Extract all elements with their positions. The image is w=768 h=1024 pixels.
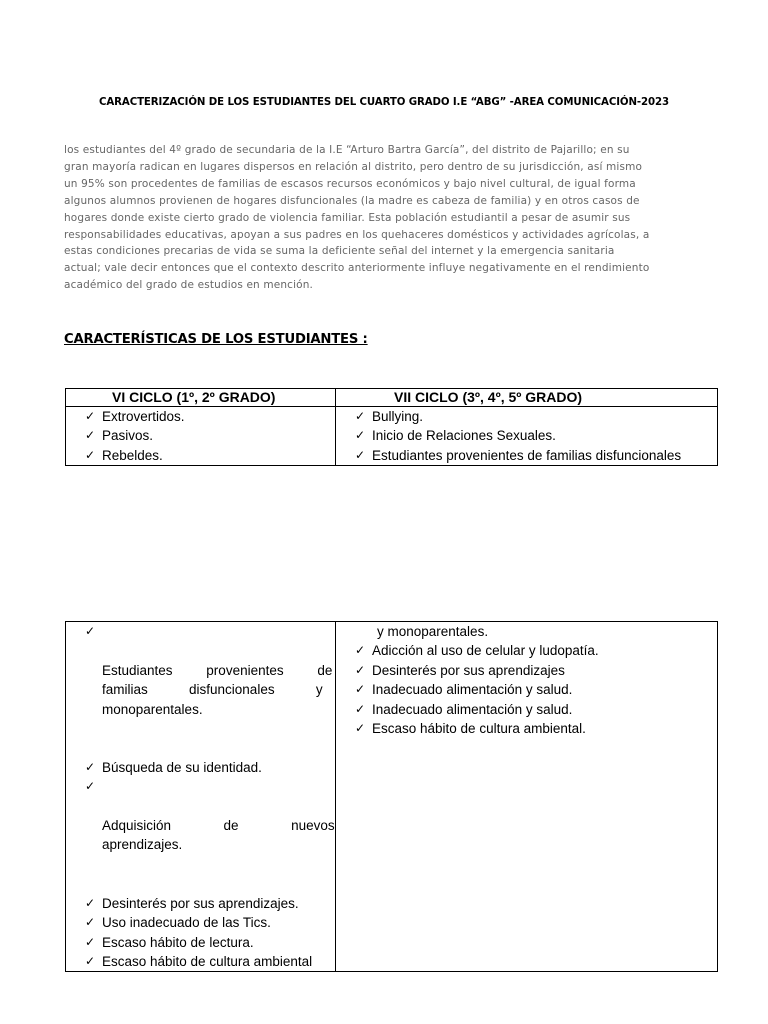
list-item-line: familias disfuncionales y — [102, 682, 323, 698]
check-icon: ✓ — [355, 447, 366, 462]
list-item — [66, 622, 335, 758]
list-item-text: Inadecuado alimentación y salud. — [372, 682, 573, 698]
vii-ciclo-list — [336, 641, 717, 738]
list-item-text: Desinterés por sus aprendizajes — [372, 662, 565, 678]
list-item — [66, 407, 335, 426]
list-item-line: aprendizajes. — [102, 837, 183, 853]
list-item-text: Inicio de Relaciones Sexuales. — [372, 428, 556, 444]
check-icon: ✓ — [355, 662, 366, 677]
vi-ciclo-list — [66, 622, 335, 971]
vii-ciclo-cell — [336, 622, 718, 972]
list-item — [336, 446, 717, 465]
list-item — [336, 661, 717, 680]
list-item — [66, 933, 335, 952]
table-row — [66, 407, 718, 466]
list-item-text: Adicción al uso de celular y ludopatía. — [372, 643, 599, 659]
check-icon: ✓ — [85, 779, 96, 794]
list-item-text: Pasivos. — [102, 428, 154, 444]
vi-ciclo-cell — [66, 407, 336, 466]
list-item-text: Bullying. — [372, 409, 424, 424]
intro-line: un 95% son procedentes de familias de escasos recursos económicos y bajo nivel cultural, de igual forma — [64, 177, 636, 190]
list-item — [336, 641, 717, 660]
list-item-text: Escaso hábito de lectura. — [102, 934, 254, 950]
list-item — [336, 426, 717, 445]
list-item-line: Estudiantes provenientes de — [102, 662, 333, 678]
list-item — [66, 758, 335, 777]
intro-line: hogares donde existe cierto grado de violencia familiar. Esta población estudiantil a pesar de asumir sus — [64, 211, 631, 224]
check-icon: ✓ — [85, 934, 96, 949]
check-icon: ✓ — [355, 701, 366, 716]
check-icon: ✓ — [85, 953, 96, 968]
column-header-vi-ciclo: VI CICLO (1º, 2º GRADO) — [66, 389, 336, 407]
section-heading: CARACTERÍSTICAS DE LOS ESTUDIANTES : — [64, 332, 368, 347]
table-header-row — [66, 389, 718, 407]
check-icon: ✓ — [355, 643, 366, 658]
list-item-line: Adquisición de nuevos — [102, 818, 335, 834]
intro-line: actual; vale decir entonces que el contexto descrito anteriormente influye negativamente en el rendimiento — [64, 262, 650, 275]
check-icon: ✓ — [355, 409, 366, 423]
intro-line: estas condiciones precarias de vida se suma la deficiente señal del internet y la emergencia sanitaria — [64, 245, 615, 258]
intro-line: los estudiantes del 4º grado de secundaria de la I.E “Arturo Bartra García”, del distrito de Pajarillo; en su — [64, 144, 630, 156]
check-icon: ✓ — [85, 915, 96, 930]
check-icon: ✓ — [85, 409, 96, 423]
check-icon: ✓ — [85, 447, 96, 462]
list-item — [66, 894, 335, 913]
intro-line: algunos alumnos provienen de hogares disfuncionales (la madre es cabeza de familia) y en otros casos de — [64, 194, 640, 207]
check-icon: ✓ — [85, 428, 96, 443]
check-icon: ✓ — [355, 428, 366, 443]
list-item — [66, 777, 335, 893]
list-item-text: Búsqueda de su identidad. — [102, 759, 262, 775]
list-item-text: Estudiantes provenientes de familias disfuncionales — [372, 447, 682, 463]
list-item — [336, 719, 717, 738]
intro-paragraph — [64, 142, 714, 294]
list-item-text: Rebeldes. — [102, 447, 163, 463]
list-item-text: Escaso hábito de cultura ambiental. — [372, 721, 586, 737]
check-icon: ✓ — [85, 895, 96, 910]
check-icon: ✓ — [85, 624, 96, 638]
characteristics-table-part1 — [65, 388, 718, 466]
document-title: CARACTERIZACIÓN DE LOS ESTUDIANTES DEL CUARTO GRADO I.E “ABG” -AREA COMUNICACIÓN-2023 — [99, 97, 669, 108]
check-icon: ✓ — [85, 759, 96, 774]
list-item-line: monoparentales. — [102, 701, 203, 717]
list-item-text: Extrovertidos. — [102, 409, 185, 424]
intro-line: gran mayoría radican en lugares dispersos en relación al distrito, pero dentro de su jurisdicción, así mismo — [64, 160, 643, 173]
vi-ciclo-cell — [66, 622, 336, 972]
list-item — [66, 913, 335, 932]
list-item-text: Inadecuado alimentación y salud. — [372, 701, 573, 717]
characteristics-table-part2 — [65, 621, 718, 972]
list-item — [66, 426, 335, 445]
list-item-text: Desinterés por sus aprendizajes. — [102, 895, 299, 911]
vii-ciclo-list — [336, 407, 717, 465]
column-header-vii-ciclo: VII CICLO (3º, 4º, 5º GRADO) — [336, 389, 718, 407]
intro-line: responsabilidades educativas, apoyan a sus padres en los quehaceres domésticos y actividades agrícolas, a — [64, 228, 650, 241]
list-item-text: Escaso hábito de cultura ambiental — [102, 953, 313, 969]
check-icon: ✓ — [355, 721, 366, 736]
list-item-text: Uso inadecuado de las Tics. — [102, 915, 271, 931]
list-item-continuation: y monoparentales. — [377, 624, 489, 639]
list-item — [336, 700, 717, 719]
list-item — [336, 407, 717, 426]
check-icon: ✓ — [355, 682, 366, 697]
list-item — [66, 446, 335, 465]
list-item — [336, 680, 717, 699]
vi-ciclo-list — [66, 407, 335, 465]
list-item — [66, 952, 335, 971]
vii-ciclo-cell — [336, 407, 718, 466]
intro-line: académico del grado de estudios en mención. — [64, 279, 314, 292]
table-row — [66, 622, 718, 972]
